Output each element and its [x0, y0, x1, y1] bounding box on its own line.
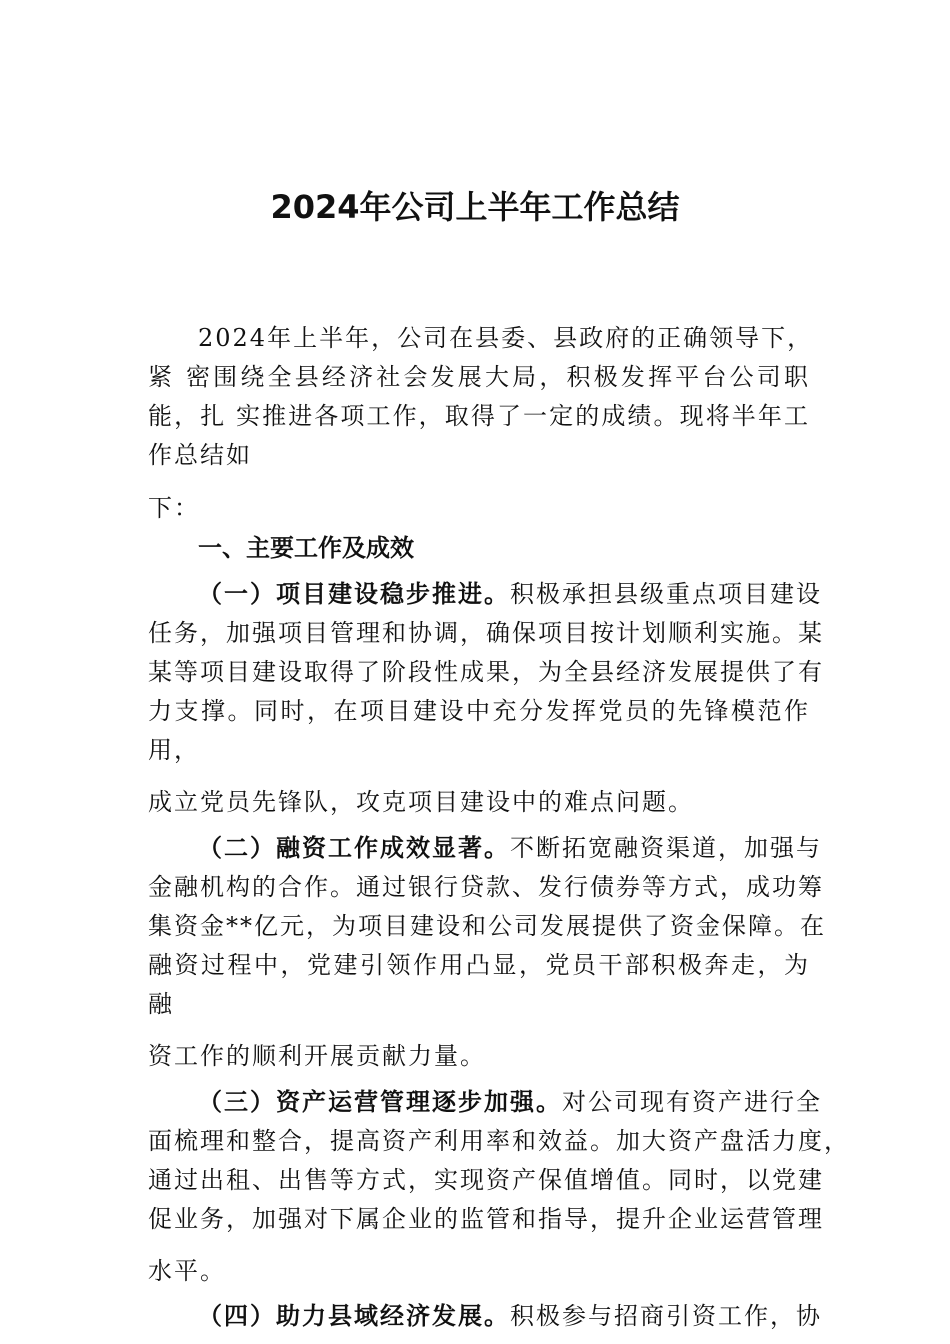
intro-line-4: 作总结如 [148, 441, 252, 469]
item2-line-1-text: 不断拓宽融资渠道，加强与 [510, 834, 822, 862]
item1-line-1 [198, 578, 822, 610]
item4-line-1 [198, 1300, 822, 1332]
item3-line-1 [198, 1086, 822, 1118]
item3-lead: （三）资产运营管理逐步加强。 [198, 1087, 562, 1116]
item2-line-2: 金融机构的合作。通过银行贷款、发行债券等方式，成功筹 [148, 873, 824, 901]
item2-line-5: 融 [148, 990, 174, 1018]
item1-lead: （一）项目建设稳步推进。 [198, 579, 510, 608]
item2-line-4: 融资过程中，党建引领作用凸显，党员干部积极奔走，为 [148, 951, 810, 979]
item1-line-1-text: 积极承担县级重点项目建设 [510, 580, 822, 608]
intro-line-1: 2024年上半年，公司在县委、县政府的正确领导下， [198, 324, 814, 352]
item2-line-3: 集资金**亿元，为项目建设和公司发展提供了资金保障。在 [148, 912, 826, 940]
item1-line-2: 任务，加强项目管理和协调，确保项目按计划顺利实施。某 [148, 619, 824, 647]
item3-line-2: 面梳理和整合，提高资产利用率和效益。加大资产盘活力度， [148, 1127, 850, 1155]
item1-line-3: 某等项目建设取得了阶段性成果，为全县经济发展提供了有 [148, 658, 824, 686]
item1-line-6: 成立党员先锋队，攻克项目建设中的难点问题。 [148, 788, 694, 816]
section-heading: 一、主要工作及成效 [198, 534, 414, 562]
item2-line-1 [198, 832, 822, 864]
document-title: 2024年公司上半年工作总结 [270, 188, 680, 226]
item1-line-5: 用， [148, 736, 200, 764]
item2-line-6: 资工作的顺利开展贡献力量。 [148, 1042, 486, 1070]
item4-line-1-text: 积极参与招商引资工作，协 [510, 1302, 822, 1330]
item3-line-5: 水平。 [148, 1257, 226, 1285]
intro-line-3: 能，扎 实推进各项工作，取得了一定的成绩。现将半年工 [148, 402, 810, 430]
item3-line-1-text: 对公司现有资产进行全 [562, 1088, 822, 1116]
item4-lead: （四）助力县域经济发展。 [198, 1301, 510, 1330]
intro-line-5: 下： [148, 494, 200, 522]
intro-line-2: 紧 密围绕全县经济社会发展大局，积极发挥平台公司职 [148, 363, 810, 391]
item3-line-3: 通过出租、出售等方式，实现资产保值增值。同时，以党建 [148, 1166, 824, 1194]
item3-line-4: 促业务，加强对下属企业的监管和指导，提升企业运营管理 [148, 1205, 824, 1233]
item2-lead: （二）融资工作成效显著。 [198, 833, 510, 862]
item1-line-4: 力支撑。同时，在项目建设中充分发挥党员的先锋模范作 [148, 697, 810, 725]
